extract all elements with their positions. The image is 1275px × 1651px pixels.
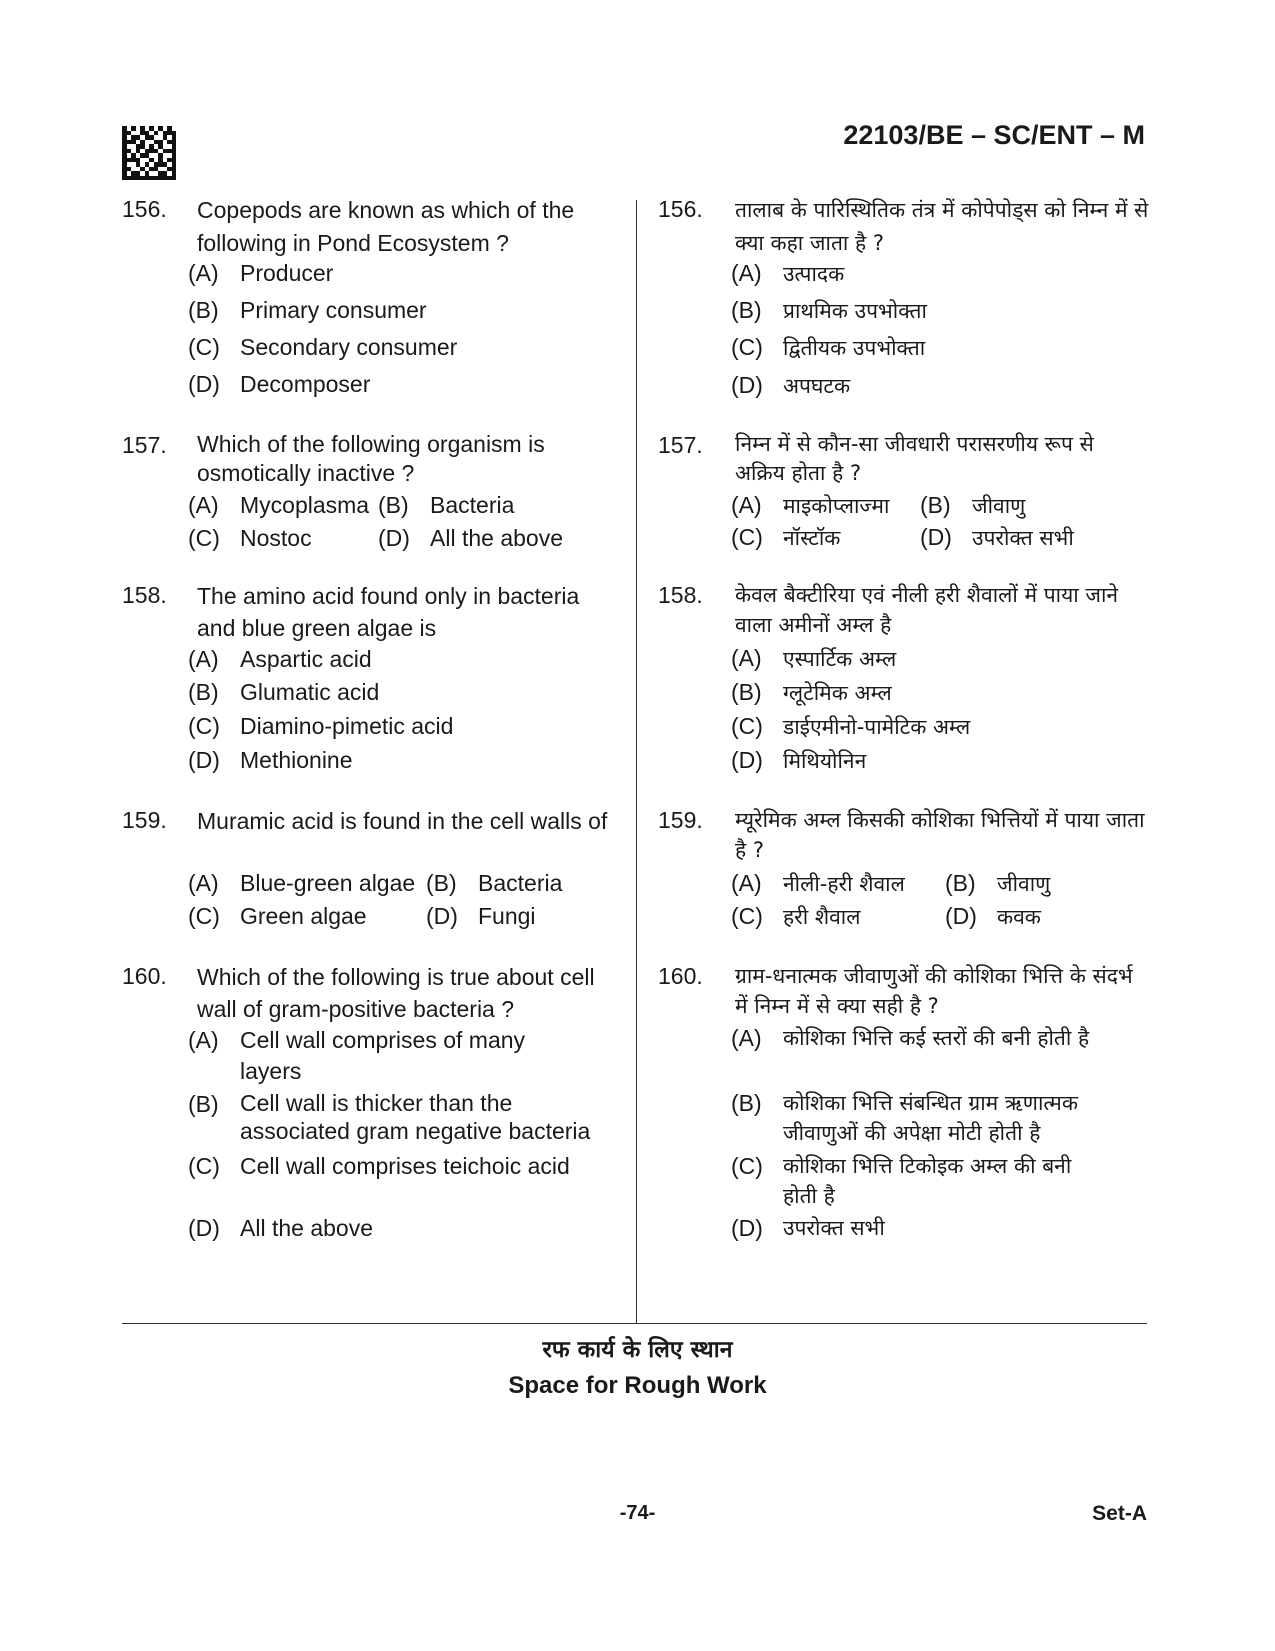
option-a: (A) Blue-green algae bbox=[188, 870, 416, 896]
question-text: केवल बैक्टीरिया एवं नीली हरी शैवालों में पाया जाने वाला अमीनों अम्ल है bbox=[735, 583, 1119, 637]
question-text: ग्राम-धनात्मक जीवाणुओं की कोशिका भित्ति के संदर्भ में निम्न में से क्या सही है ? bbox=[735, 964, 1133, 1018]
option-b: (B) Primary consumer bbox=[188, 297, 427, 323]
bottom-divider bbox=[122, 1323, 1147, 1324]
option-a: (A) एस्पार्टिक अम्ल bbox=[731, 645, 897, 671]
question-text: म्यूरेमिक अम्ल किसकी कोशिका भित्तियों में पाया जाता है ? bbox=[735, 808, 1145, 862]
question-number: 159. bbox=[658, 807, 703, 833]
question-text: Which of the following is true about cell wall of gram-positive bacteria ? bbox=[197, 964, 595, 1022]
option-d: (D) Fungi bbox=[426, 903, 536, 929]
option-d: (D) Methionine bbox=[188, 747, 353, 773]
question-number: 159. bbox=[122, 807, 167, 833]
option-b: (B) Glumatic acid bbox=[188, 679, 380, 705]
option-d: (D) कवक bbox=[945, 903, 1041, 929]
question-text: Which of the following organism is osmotically inactive ? bbox=[197, 431, 545, 486]
option-c: (C) नॉस्टॉक bbox=[731, 524, 841, 550]
question-number: 158. bbox=[122, 582, 167, 608]
question-number: 156. bbox=[122, 196, 167, 222]
question-number: 160. bbox=[658, 963, 703, 989]
option-c: (C) हरी शैवाल bbox=[731, 903, 861, 929]
page-number: -74- bbox=[619, 1502, 656, 1524]
option-b: (B) Bacteria bbox=[426, 870, 563, 896]
datamatrix-code-icon bbox=[122, 126, 176, 180]
question-number: 160. bbox=[122, 963, 167, 989]
option-b: (B) ग्लूटेमिक अम्ल bbox=[731, 679, 892, 705]
question-text: तालाब के पारिस्थितिक तंत्र में कोपेपोड्स को निम्न में से क्या कहा जाता है ? bbox=[735, 198, 1149, 255]
option-d: (D) Decomposer bbox=[188, 371, 371, 397]
question-text: Copepods are known as which of the following in Pond Ecosystem ? bbox=[197, 197, 575, 256]
question-number: 157. bbox=[122, 432, 167, 458]
paper-code: 22103/BE – SC/ENT – M bbox=[843, 120, 1145, 150]
option-c: (C) डाईएमीनो-पामेटिक अम्ल bbox=[731, 713, 971, 739]
question-text: निम्न में से कौन-सा जीवधारी परासरणीय रूप से अक्रिय होता है ? bbox=[735, 432, 1094, 485]
column-divider bbox=[636, 200, 637, 1323]
question-number: 156. bbox=[658, 196, 703, 222]
option-c: (C) द्वितीयक उपभोक्ता bbox=[731, 334, 926, 360]
set-label: Set-A bbox=[1092, 1502, 1147, 1525]
rough-work-title-hindi: रफ कार्य के लिए स्थान bbox=[542, 1337, 733, 1363]
question-number: 158. bbox=[658, 582, 703, 608]
option-c: (C) Nostoc bbox=[188, 525, 312, 551]
option-b: (B) जीवाणु bbox=[945, 870, 1051, 896]
option-c: (C) Secondary consumer bbox=[188, 334, 458, 360]
option-d: (D) अपघटक bbox=[731, 372, 851, 398]
option-a: (A) Aspartic acid bbox=[188, 646, 372, 672]
option-b: (B) प्राथमिक उपभोक्ता bbox=[731, 297, 927, 323]
option-d: (D) All the above bbox=[378, 525, 563, 551]
option-a: (A) Producer bbox=[188, 260, 334, 286]
option-d: (D) मिथियोनिन bbox=[731, 747, 867, 773]
option-d: (D) उपरोक्त सभी bbox=[920, 524, 1074, 550]
question-text: The amino acid found only in bacteria and blue green algae is bbox=[197, 583, 580, 641]
question-number: 157. bbox=[658, 432, 703, 458]
option-b: (B) Bacteria bbox=[378, 492, 515, 518]
option-a: (A) Mycoplasma bbox=[188, 492, 370, 518]
option-a: (A) माइकोप्लाज्मा bbox=[731, 492, 890, 518]
option-a: (A) उत्पादक bbox=[731, 260, 845, 286]
option-c: (C) Green algae bbox=[188, 903, 367, 929]
question-text: Muramic acid is found in the cell walls of bbox=[197, 808, 608, 834]
option-a: (A) नीली-हरी शैवाल bbox=[731, 870, 905, 896]
rough-work-title: Space for Rough Work bbox=[508, 1372, 767, 1399]
option-c: (C) Diamino-pimetic acid bbox=[188, 713, 454, 739]
option-b: (B) जीवाणु bbox=[920, 492, 1026, 518]
